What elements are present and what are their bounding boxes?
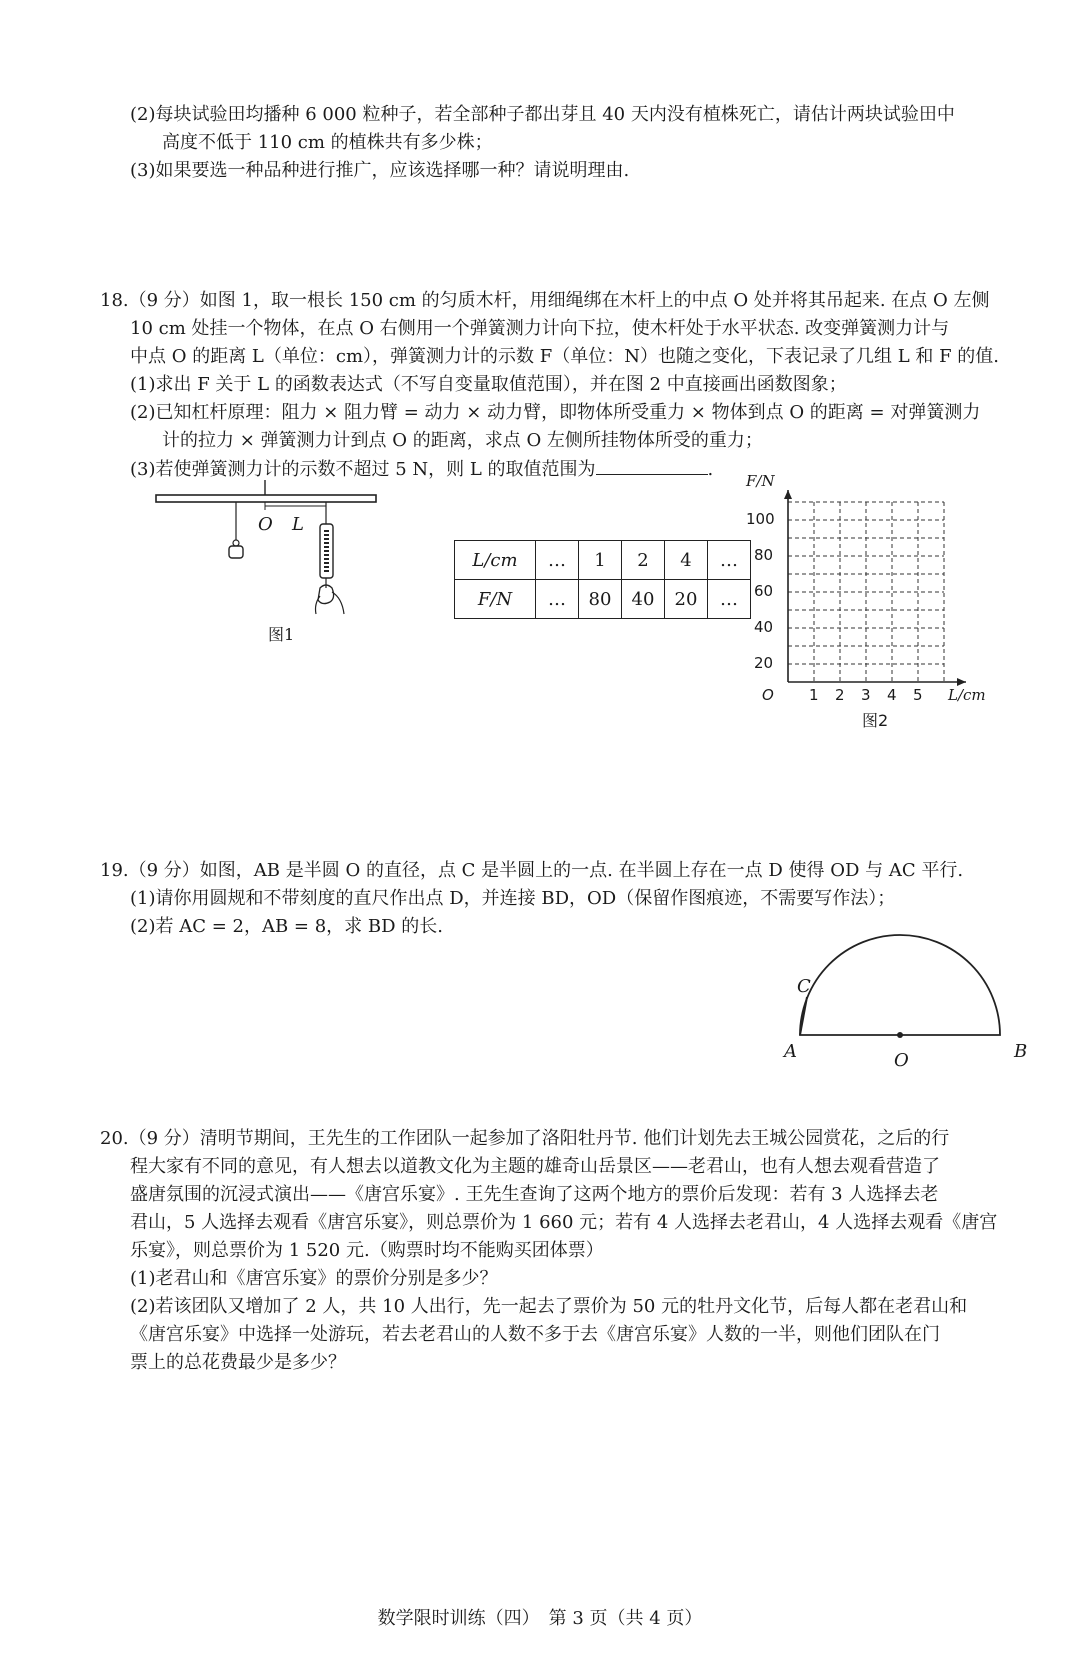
table-cell: … xyxy=(708,541,751,580)
label-o: O xyxy=(258,514,273,535)
point-o-label: O xyxy=(894,1050,909,1071)
q17-part3: (3)如果要选一种品种进行推广，应该选择哪一种？请说明理由. xyxy=(130,160,630,181)
table-cell: 80 xyxy=(579,580,622,619)
q19-part2: (2)若 AC = 2，AB = 8，求 BD 的长. xyxy=(130,916,443,937)
coordinate-grid xyxy=(760,490,1000,710)
table-cell: 1 xyxy=(579,541,622,580)
table-row xyxy=(455,541,751,580)
answer-blank xyxy=(596,456,708,475)
grid-lines xyxy=(788,502,944,682)
q20-part2-line2: 《唐宫乐宴》中选择一处游玩，若去老君山的人数不多于去《唐宫乐宴》人数的一半，则他们团队在门 xyxy=(130,1324,940,1345)
q18-part3: (3)若使弹簧测力计的示数不超过 5 N，则 L 的取值范围为 . xyxy=(130,456,713,483)
table-cell: … xyxy=(708,580,751,619)
q20-line4: 君山，5 人选择去观看《唐宫乐宴》，则总票价为 1 660 元；若有 4 人选择去老君山，4 人选择去观看《唐宫 xyxy=(130,1212,998,1233)
q18-line1: 18.（9 分）如图 1，取一根长 150 cm 的匀质木杆，用细绳绑在木杆上的中点 O 处并将其吊起来. 在点 O 左侧 xyxy=(100,290,990,311)
q18-part1: (1)求出 F 关于 L 的函数表达式（不写自变量取值范围），并在图 2 中直接画出函数图象； xyxy=(130,374,847,395)
x-tick-label: 2 xyxy=(835,686,845,704)
q19-part1: (1)请你用圆规和不带刻度的直尺作出点 D，并连接 BD，OD（保留作图痕迹，不需要写作法）； xyxy=(130,888,896,909)
y-axis-label: F/N xyxy=(746,472,775,490)
origin-label: O xyxy=(762,686,774,704)
page-footer: 数学限时训练（四） 第 3 页（共 4 页） xyxy=(377,1608,703,1629)
y-tick-label: 80 xyxy=(754,546,774,564)
q20-part2-line1: (2)若该团队又增加了 2 人，共 10 人出行，先一起去了票价为 50 元的牡丹文化节，后每人都在老君山和 xyxy=(130,1296,968,1317)
q17-part2-line1: (2)每块试验田均播种 6 000 粒种子，若全部种子都出芽且 40 天内没有植株死亡，请估计两块试验田中 xyxy=(130,104,955,125)
wooden-rod xyxy=(156,495,376,502)
y-tick-label: 20 xyxy=(754,654,774,672)
point-c-label: C xyxy=(797,976,811,997)
hanging-weight xyxy=(229,546,243,558)
y-tick-label: 40 xyxy=(754,618,774,636)
table-cell: … xyxy=(536,580,579,619)
y-tick-label: 100 xyxy=(746,510,775,528)
table-cell: L/cm xyxy=(455,541,536,580)
label-l: L xyxy=(292,514,304,535)
x-tick-label: 4 xyxy=(887,686,897,704)
x-tick-label: 5 xyxy=(913,686,923,704)
table-cell: 4 xyxy=(665,541,708,580)
x-tick-label: 3 xyxy=(861,686,871,704)
q20-line1: 20.（9 分）清明节期间，王先生的工作团队一起参加了洛阳牡丹节. 他们计划先去王城公园赏花，之后的行 xyxy=(100,1128,950,1149)
semicircle-figure xyxy=(780,915,1020,1055)
point-b-label: B xyxy=(1014,1041,1028,1062)
table-cell: F/N xyxy=(455,580,536,619)
table-row xyxy=(455,580,751,619)
q18-line3: 中点 O 的距离 L（单位：cm），弹簧测力计的示数 F（单位：N）也随之变化，下表记录了几组 L 和 F 的值. xyxy=(130,346,1000,367)
x-axis-arrow xyxy=(957,678,966,686)
y-axis-arrow xyxy=(784,490,792,499)
q18-line2: 10 cm 处挂一个物体，在点 O 右侧用一个弹簧测力计向下拉，使木杆处于水平状态. 改变弹簧测力计与 xyxy=(130,318,950,339)
table-cell: 2 xyxy=(622,541,665,580)
table-cell: 20 xyxy=(665,580,708,619)
q20-line5: 乐宴》，则总票价为 1 520 元.（购票时均不能购买团体票） xyxy=(130,1240,604,1261)
q20-line3: 盛唐氛围的沉浸式演出——《唐宫乐宴》. 王先生查询了这两个地方的票价后发现：若有 3 人选择去老 xyxy=(130,1184,939,1205)
q19-line1: 19.（9 分）如图，AB 是半圆 O 的直径，点 C 是半圆上的一点. 在半圆上存在一点 D 使得 OD 与 AC 平行. xyxy=(100,860,964,881)
q18-part2-line1: (2)已知杠杆原理：阻力 × 阻力臂 = 动力 × 动力臂，即物体所受重力 × 物体到点 O 的距离 = 对弹簧测力 xyxy=(130,402,981,423)
point-a-label: A xyxy=(784,1041,797,1062)
q20-part2-line3: 票上的总花费最少是多少？ xyxy=(130,1352,346,1373)
figure1-caption: 图1 xyxy=(268,625,295,644)
table-cell: … xyxy=(536,541,579,580)
x-axis-label: L/cm xyxy=(948,686,986,704)
q20-part1: (1)老君山和《唐宫乐宴》的票价分别是多少？ xyxy=(130,1268,498,1289)
table-cell: 40 xyxy=(622,580,665,619)
x-tick-label: 1 xyxy=(809,686,819,704)
data-table xyxy=(454,540,751,619)
center-point-o xyxy=(897,1032,903,1038)
q17-part2-line2: 高度不低于 110 cm 的植株共有多少株； xyxy=(162,132,493,153)
y-tick-label: 60 xyxy=(754,582,774,600)
semicircle xyxy=(800,935,1000,1035)
figure2-caption: 图2 xyxy=(862,711,889,730)
q18-part2-line2: 计的拉力 × 弹簧测力计到点 O 的距离，求点 O 左侧所挂物体所受的重力； xyxy=(162,430,763,451)
q20-line2: 程大家有不同的意见，有人想去以道教文化为主题的雄奇山岳景区——老君山，也有人想去观看营造了 xyxy=(130,1156,940,1177)
